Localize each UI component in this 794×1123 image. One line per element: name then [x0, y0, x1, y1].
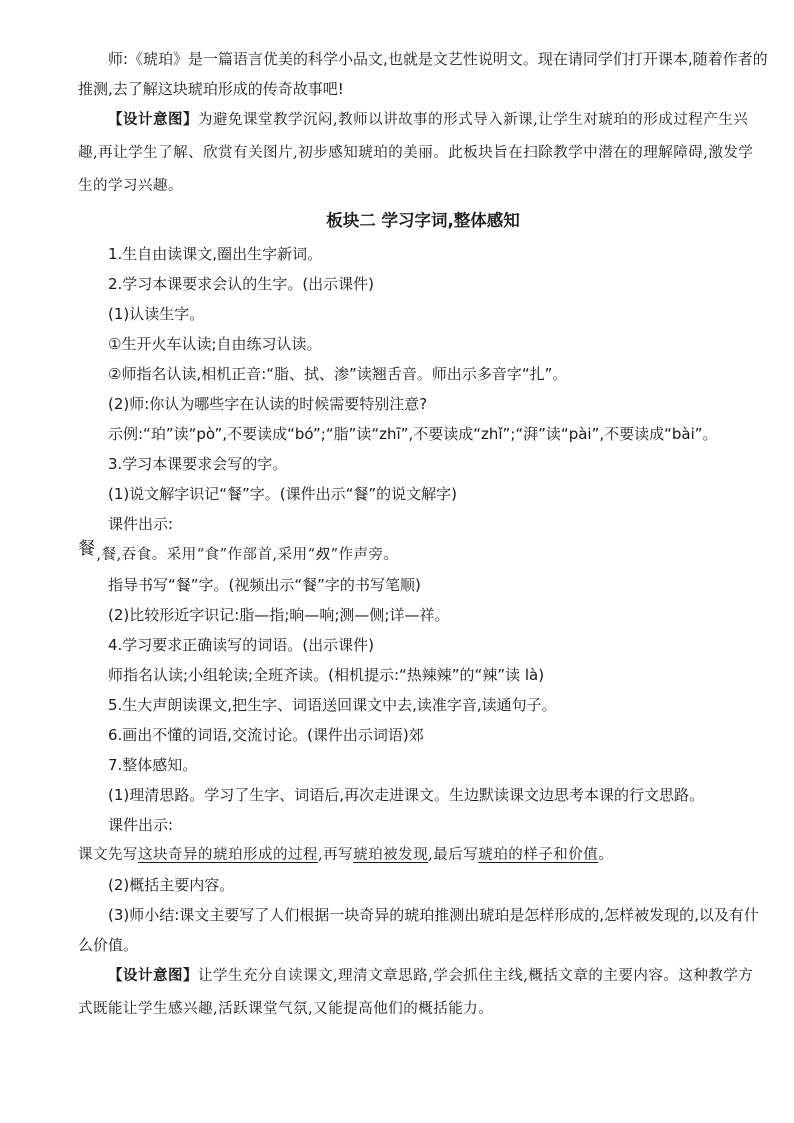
pronunciation-example: 示例:“珀”读“pò”,不要读成“bó”;“脂”读“zhī”,不要读成“zhǐ”;“湃”读“pài”,不要读成“bài”。 — [108, 425, 718, 443]
step-4-detail: 师指名认读;小组轮读;全班齐读。(相机提示:“热辣辣”的“辣”读 là) — [108, 666, 545, 684]
step-4: 4.学习要求正确读写的词语。(出示课件) — [108, 636, 375, 654]
seal-script-glyph: 餐 — [78, 539, 96, 559]
step-2-1: (1)认读生字。 — [108, 305, 205, 323]
step-2-1-a: ①生开火车认读;自由练习认读。 — [108, 335, 322, 353]
summary-underline-value: 琥珀的样子和价值 — [478, 847, 599, 863]
step-5: 5.生大声朗读课文,把生字、词语送回课文中去,读准字音,读通句子。 — [108, 696, 557, 714]
step-3: 3.学习本课要求会写的字。 — [108, 455, 288, 473]
step-3-2: (2)比较形近字识记:脂—指;晌—响;测—侧;详—祥。 — [108, 606, 450, 624]
design-intent-tag: 【设计意图】 — [108, 968, 198, 984]
step-7-2: (2)概括主要内容。 — [108, 876, 235, 894]
summary-underline-formation: 这块奇异的琥珀形成的过程 — [138, 847, 318, 863]
summary-part-c: ,再写 — [318, 847, 354, 863]
design-intent-text: 为避免课堂教学沉闷,教师以讲故事的形式导入新课,让学生对琥珀的形成过程产生兴趣,再让学生了解、欣赏有关图片,初步感知琥珀的美丽。此板块旨在扫除教学中潜在的理解障碍,激发学生的学习兴趣。 — [78, 112, 754, 194]
design-intent-tag: 【设计意图】 — [108, 112, 198, 128]
step-7: 7.整体感知。 — [108, 756, 198, 774]
courseware-label-2: 课件出示: — [108, 816, 174, 834]
step-2: 2.学习本课要求会认的生字。(出示课件) — [108, 275, 375, 293]
section-title: 板块二 学习字词,整体感知 — [326, 211, 520, 230]
document-page — [78, 44, 768, 1026]
step-3-1: (1)说文解字识记“餐”字。(课件出示“餐”的说文解字) — [108, 485, 458, 503]
step-1: 1.生自由读课文,圈出生字新词。 — [108, 245, 323, 263]
summary-part-a: 课文先写 — [78, 847, 138, 863]
summary-part-g: 。 — [598, 847, 614, 863]
shuowen-line — [78, 539, 768, 570]
design-intent-2 — [78, 960, 768, 1026]
structure-summary — [78, 840, 768, 870]
writing-guide: 指导书写“餐”字。(视频出示“餐”字的书写笔顺) — [108, 576, 421, 594]
step-7-3: (3)师小结:课文主要写了人们根据一块奇异的琥珀推测出琥珀是怎样形成的,怎样被发现的,以及有什么价值。 — [78, 906, 759, 954]
step-7-1: (1)理清思路。学习了生字、词语后,再次走进课文。生边默读课文边思考本课的行文思路。 — [108, 786, 705, 804]
courseware-label-1: 课件出示: — [108, 515, 174, 533]
step-2-2: (2)师:你认为哪些字在认读的时候需要特别注意? — [108, 395, 428, 413]
shuowen-text: ,餐,吞食。采用“食”作部首,采用“𣦼”作声旁。 — [96, 547, 399, 563]
step-6: 6.画出不懂的词语,交流讨论。(课件出示词语)郊 — [108, 726, 424, 744]
step-2-1-b: ②师指名认读,相机正音:“脂、拭、渗”读翘舌音。师出示多音字“扎”。 — [108, 365, 568, 383]
design-intent-1 — [78, 104, 768, 203]
design-intent-text: 让学生充分自读课文,理清文章思路,学会抓住主线,概括文章的主要内容。这种教学方式既能让学生感兴趣,活跃课堂气氛,又能提高他们的概括能力。 — [78, 968, 754, 1017]
intro-paragraph: 师:《琥珀》是一篇语言优美的科学小品文,也就是文艺性说明文。现在请同学们打开课本,随着作者的推测,去了解这块琥珀形成的传奇故事吧! — [78, 50, 768, 98]
summary-underline-discovery: 琥珀被发现 — [353, 847, 429, 863]
summary-part-e: ,最后写 — [428, 847, 479, 863]
